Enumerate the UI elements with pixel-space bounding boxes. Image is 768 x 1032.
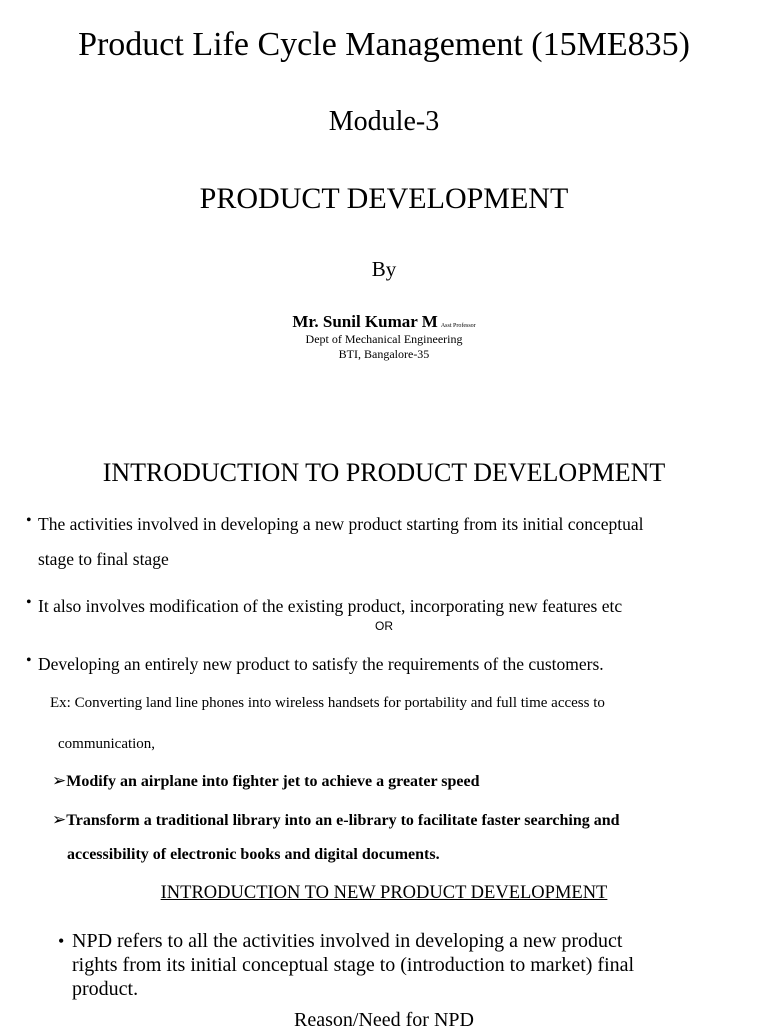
author-name: Mr. Sunil Kumar M xyxy=(292,312,438,331)
npd-heading-text: INTRODUCTION TO NEW PRODUCT DEVELOPMENT xyxy=(160,883,608,903)
npd-text: rights from its initial conceptual stage to (introduction to market) final xyxy=(72,954,635,976)
department: Dept of Mechanical Engineering xyxy=(305,332,463,346)
bullet-text: stage to final stage xyxy=(38,549,169,569)
bullet-icon: • xyxy=(58,931,65,951)
bullet-icon: • xyxy=(26,512,32,529)
bullet-text: It also involves modification of the existing product, incorporating new features etc xyxy=(38,596,623,616)
or-label: OR xyxy=(375,619,393,633)
intro-heading: INTRODUCTION TO PRODUCT DEVELOPMENT xyxy=(102,458,666,487)
npd-text: NPD refers to all the activities involved in developing a new product xyxy=(72,930,623,952)
bullet-icon: • xyxy=(26,594,32,611)
arrow-bullet-icon: ➢ xyxy=(52,771,67,790)
npd-heading xyxy=(0,882,768,904)
arrow-item-text: Modify an airplane into fighter jet to achieve a greater speed xyxy=(66,773,480,790)
bullet-item xyxy=(0,592,768,618)
module-label: Module-3 xyxy=(328,106,440,137)
by-label: By xyxy=(371,257,397,281)
bullet-text: Developing an entirely new product to satisfy the requirements of the customers. xyxy=(38,654,604,674)
npd-text: product. xyxy=(72,978,139,1000)
institution: BTI, Bangalore-35 xyxy=(338,347,430,361)
bullet-item xyxy=(0,510,768,570)
example-text: Ex: Converting land line phones into wireless handsets for portability and full time access to xyxy=(50,695,605,711)
bullet-item xyxy=(0,650,768,676)
arrow-list-item xyxy=(52,810,620,831)
arrow-bullet-icon: ➢ xyxy=(52,810,67,829)
arrow-list-item xyxy=(52,771,480,792)
bullet-icon: • xyxy=(26,652,32,669)
subject-title: PRODUCT DEVELOPMENT xyxy=(199,182,569,215)
author-role: Asst Professor xyxy=(440,323,476,329)
arrow-item-text: accessibility of electronic books and digital documents. xyxy=(67,846,440,863)
reason-heading: Reason/Need for NPD xyxy=(294,1009,474,1031)
example-text: communication, xyxy=(58,736,156,752)
bullet-text: The activities involved in developing a new product starting from its initial conceptual xyxy=(38,514,644,534)
arrow-item-text: Transform a traditional library into an e-library to facilitate faster searching and xyxy=(66,812,620,829)
page-title: Product Life Cycle Management (15ME835) xyxy=(78,26,690,63)
